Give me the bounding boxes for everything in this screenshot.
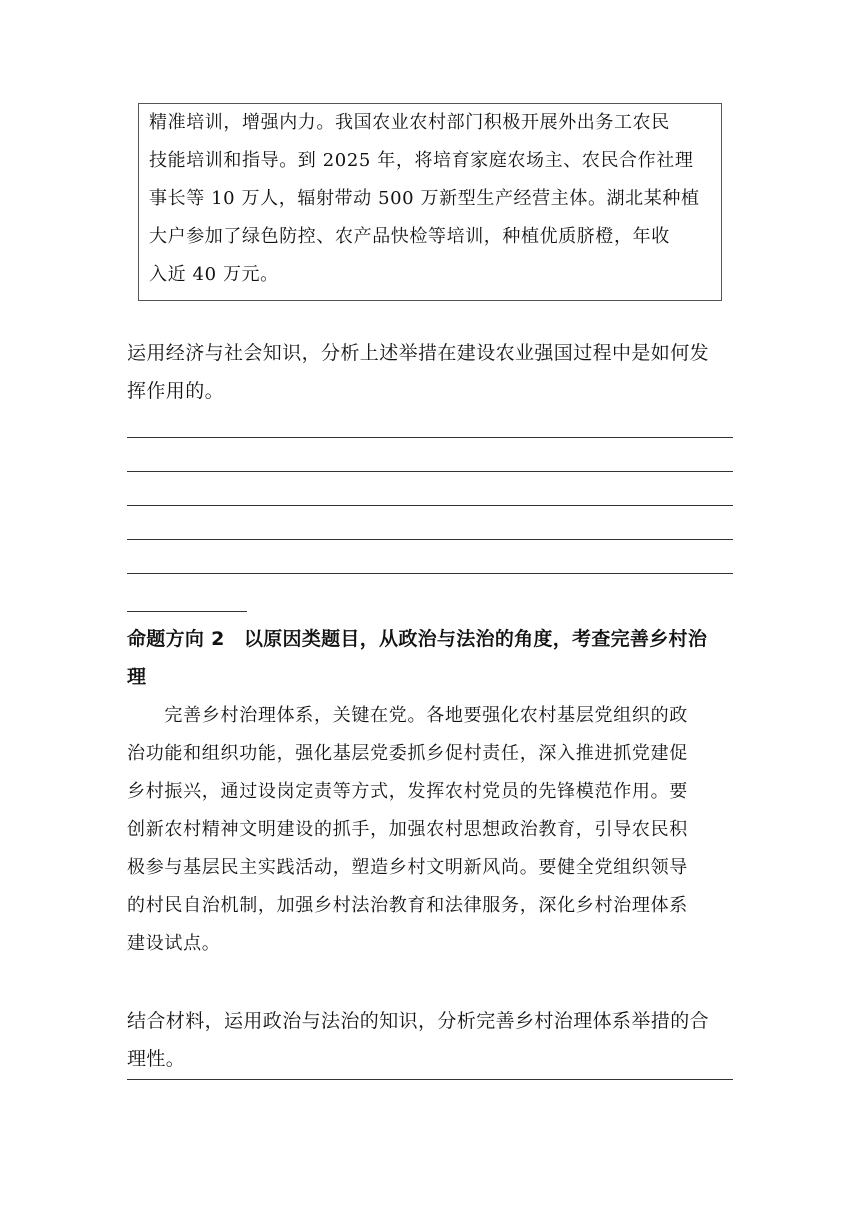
- question-1: [127, 334, 737, 410]
- heading-line: 理: [127, 666, 147, 688]
- question-line: 挥作用的。: [127, 380, 225, 402]
- material-line: 完善乡村治理体系，关键在党。各地要强化农村基层党组织的政: [127, 705, 688, 726]
- material-line: 精准培训，增强内力。我国农业农村部门积极开展外出务工农民: [149, 112, 670, 133]
- answer-line[interactable]: [127, 1079, 733, 1080]
- answer-line[interactable]: [127, 573, 733, 574]
- answer-line[interactable]: [127, 539, 733, 540]
- answer-area[interactable]: [127, 437, 733, 607]
- material-line: 极参与基层民主实践活动，塑造乡村文明新风尚。要健全党组织领导: [127, 857, 688, 878]
- material-line: 创新农村精神文明建设的抓手，加强农村思想政治教育，引导农民积: [127, 819, 688, 840]
- answer-line[interactable]: [127, 437, 733, 438]
- answer-line[interactable]: [127, 505, 733, 506]
- heading-line: 命题方向 2 以原因类题目，从政治与法治的角度，考查完善乡村治: [127, 628, 708, 650]
- material-line: 事长等 10 万人，辐射带动 500 万新型生产经营主体。湖北某种植: [149, 188, 700, 209]
- material-line: 入近 40 万元。: [149, 264, 279, 285]
- material-line: 乡村振兴，通过设岗定责等方式，发挥农村党员的先锋模范作用。要: [127, 781, 688, 802]
- question-line: 理性。: [127, 1048, 186, 1070]
- section-divider: [127, 611, 247, 612]
- question-line: 运用经济与社会知识，分析上述举措在建设农业强国过程中是如何发: [127, 342, 710, 364]
- material-line: 大户参加了绿色防控、农产品快检等培训，种植优质脐橙，年收: [149, 226, 670, 247]
- question-2: [127, 1002, 737, 1078]
- section-2-material: [127, 697, 737, 963]
- answer-line[interactable]: [127, 471, 733, 472]
- section-2-heading: [127, 620, 737, 696]
- material-line: 的村民自治机制，加强乡村法治教育和法律服务，深化乡村治理体系: [127, 895, 688, 916]
- material-box: [138, 103, 722, 301]
- question-line: 结合材料，运用政治与法治的知识，分析完善乡村治理体系举措的合: [127, 1010, 710, 1032]
- material-line: 技能培训和指导。到 2025 年，将培育家庭农场主、农民合作社理: [149, 150, 694, 171]
- material-line: 建设试点。: [127, 933, 221, 954]
- material-line: 治功能和组织功能，强化基层党委抓乡促村责任，深入推进抓党建促: [127, 743, 688, 764]
